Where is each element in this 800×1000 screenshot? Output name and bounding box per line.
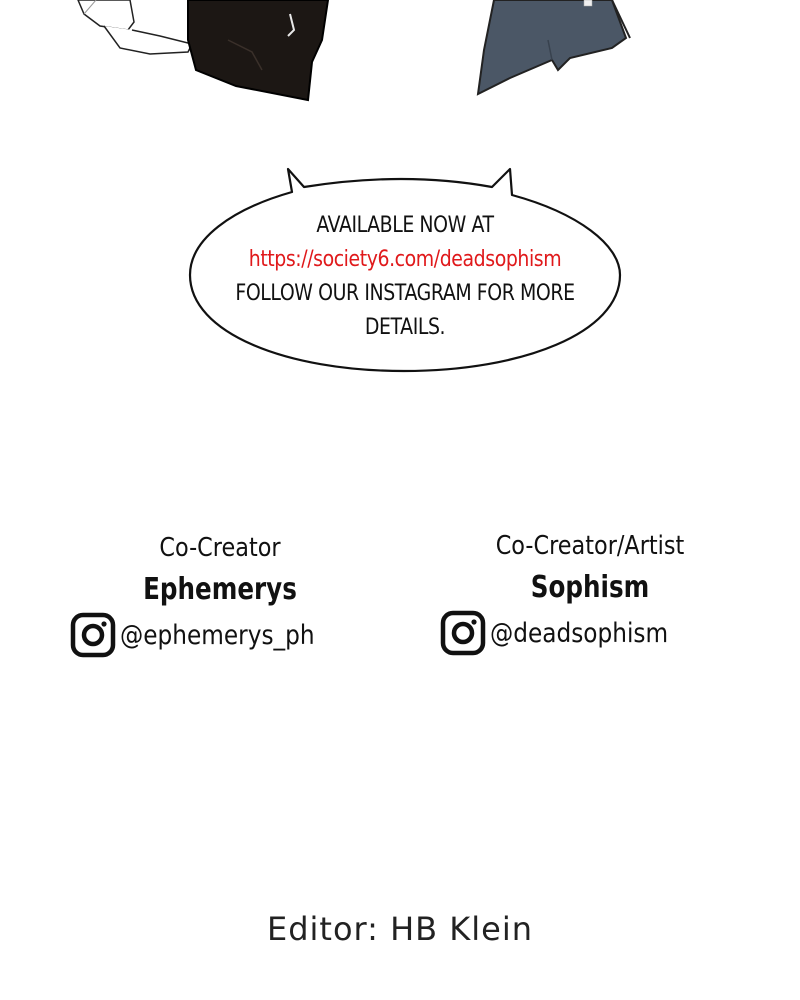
credit-co-creator-artist [440,526,740,656]
credit-co-creator [70,528,370,658]
character-shorts-gray [478,0,626,94]
character-shorts-dark [188,0,328,100]
editor-credit: Editor: HB Klein [266,910,533,948]
speech-bubble-text [233,209,577,345]
bubble-line-details: DETAILS. [364,315,446,340]
instagram-handle[interactable]: @deadsophism [490,617,669,649]
character-hand-left [78,0,134,30]
credit-role: Co-Creator/Artist [495,531,685,561]
instagram-handle[interactable]: @ephemerys_ph [120,619,315,651]
instagram-icon [440,610,486,656]
bubble-line-follow: FOLLOW OUR INSTAGRAM FOR MORE [235,281,575,306]
bubble-line-available: AVAILABLE NOW AT [316,213,494,238]
instagram-handle-row[interactable] [440,610,740,656]
instagram-handle-row[interactable] [70,612,370,658]
credit-name: Ephemerys [143,572,297,607]
comic-artwork [0,0,800,120]
society6-link[interactable]: https://society6.com/deadsophism [248,247,562,272]
credit-role: Co-Creator [159,533,281,563]
credit-name: Sophism [530,570,650,605]
instagram-icon [70,612,116,658]
